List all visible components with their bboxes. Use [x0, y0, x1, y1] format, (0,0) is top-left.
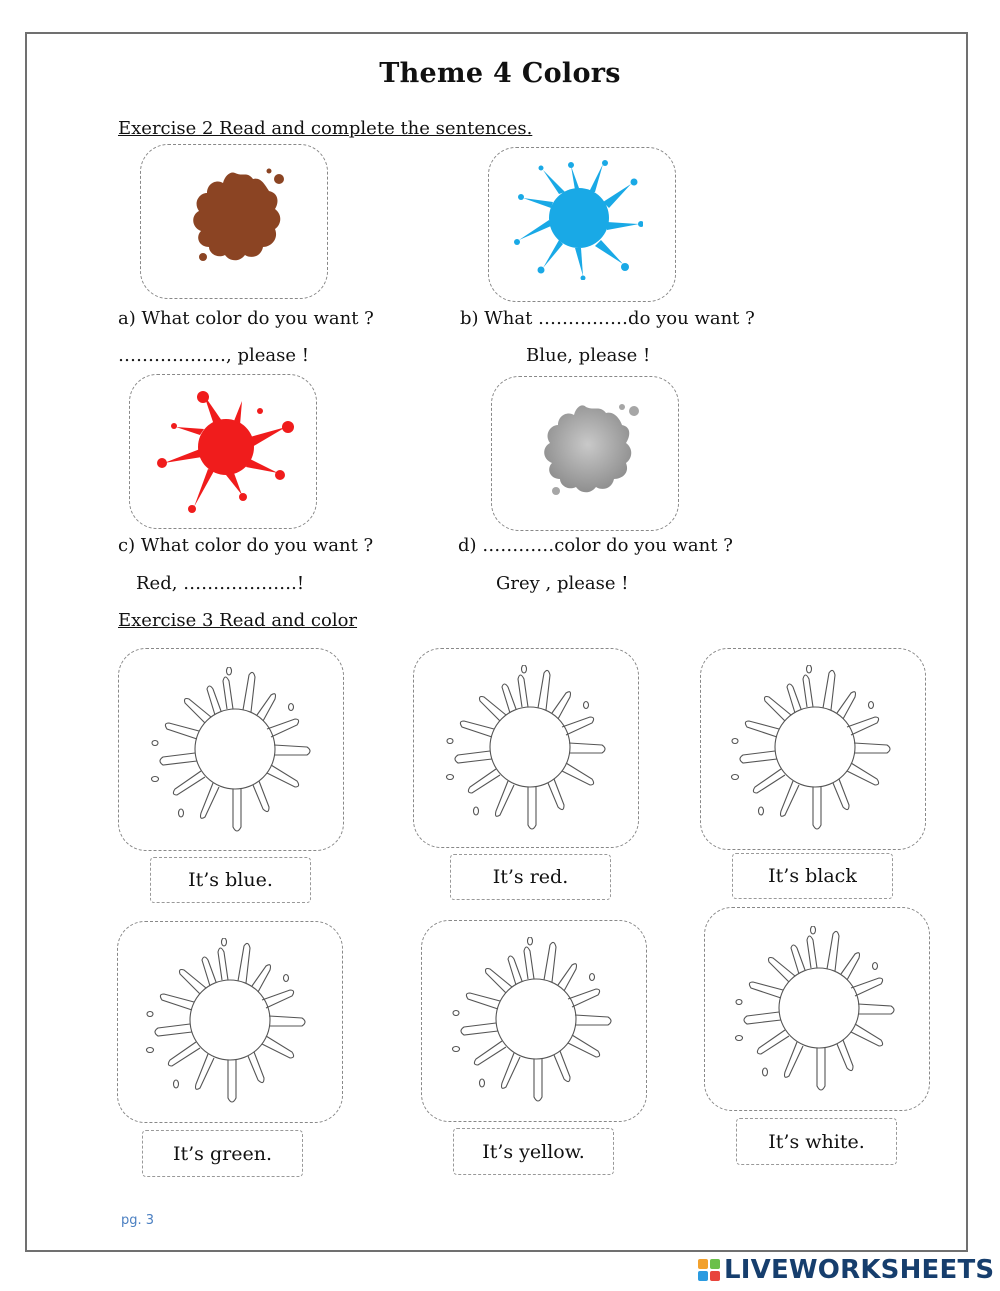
exercise-2-answer-d: Grey , please ! [496, 573, 629, 594]
exercise-3-label-4: It’s green. [142, 1130, 303, 1177]
exercise-3-label-6: It’s white. [736, 1118, 897, 1165]
grey-paint-splat-icon [536, 399, 646, 499]
exercise-2-question-b: b) What ……………do you want ? [460, 308, 755, 329]
exercise-2-question-a: a) What color do you want ? [118, 308, 374, 329]
splash-outline-icon [140, 938, 310, 1108]
exercise-2-card-c [129, 374, 317, 529]
exercise-3-card-1 [118, 648, 344, 851]
exercise-2-card-a [140, 144, 328, 299]
exercise-3-label-2: It’s red. [450, 854, 611, 900]
exercise-3-heading: Exercise 3 Read and color [118, 610, 358, 631]
exercise-3-label-5: It’s yellow. [453, 1128, 614, 1175]
exercise-3-card-6 [704, 907, 930, 1111]
blue-paint-splash-icon [513, 160, 643, 280]
brown-paint-splat-icon [183, 167, 293, 267]
exercise-3-card-2 [413, 648, 639, 848]
exercise-3-label-3: It’s black [732, 853, 893, 899]
splash-outline-icon [446, 937, 616, 1107]
splash-outline-icon [725, 665, 895, 835]
exercise-3-card-3 [700, 648, 926, 850]
exercise-2-answer-a: ………………, please ! [118, 345, 309, 366]
exercise-2-card-d [491, 376, 679, 531]
exercise-2-question-d: d) …………color do you want ? [458, 535, 733, 556]
liveworksheets-brand[interactable]: LIVEWORKSHEETS [724, 1255, 995, 1285]
red-paint-splash-icon [154, 389, 294, 514]
page-title: Theme 4 Colors [379, 58, 621, 89]
page-number: pg. 3 [121, 1213, 155, 1228]
exercise-2-heading: Exercise 2 Read and complete the sentences. [118, 118, 533, 139]
exercise-2-card-b [488, 147, 676, 302]
splash-outline-icon [729, 926, 899, 1096]
exercise-3-card-4 [117, 921, 343, 1123]
splash-outline-icon [440, 665, 610, 835]
exercise-3-label-1: It’s blue. [150, 857, 311, 903]
liveworksheets-logo-icon [698, 1259, 720, 1281]
exercise-3-card-5 [421, 920, 647, 1122]
exercise-2-answer-c: Red, ……………….! [136, 573, 305, 594]
exercise-2-answer-b: Blue, please ! [526, 345, 651, 366]
splash-outline-icon [145, 667, 315, 837]
exercise-2-question-c: c) What color do you want ? [118, 535, 374, 556]
